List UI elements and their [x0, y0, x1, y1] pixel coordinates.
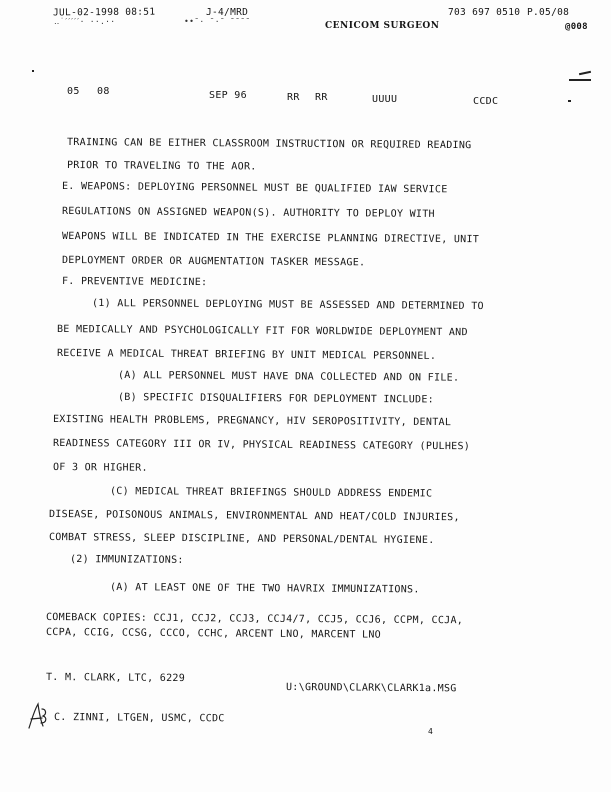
body-line: E. WEAPONS: DEPLOYING PERSONNEL MUST BE QUALIFIED IAW SERVICE — [61, 181, 448, 196]
msg-field-5: RR — [315, 92, 328, 103]
body-line: DEPLOYMENT ORDER OR AUGMENTATION TASKER MESSAGE. — [61, 255, 366, 269]
fax-date-time: JUL-02-1998 08:51 — [52, 6, 156, 19]
body-line: DISEASE, POISONOUS ANIMALS, ENVIRONMENTAL AND HEAT/COLD INJURIES, — [48, 509, 460, 524]
scan-speck — [568, 100, 571, 102]
body-line: F. PREVENTIVE MEDICINE: — [61, 276, 208, 289]
drafter-line: T. M. CLARK, LTC, 6229 — [45, 672, 186, 685]
body-line: OF 3 OR HIGHER. — [52, 462, 148, 474]
file-path: U:\GROUND\CLARK\CLARK1a.MSG — [285, 682, 457, 695]
body-line: WEAPONS WILL BE INDICATED IN THE EXERCISE PLANNING DIRECTIVE, UNIT — [61, 231, 480, 246]
body-line: (1) ALL PERSONNEL DEPLOYING MUST BE ASSESSED AND DETERMINED TO — [91, 298, 484, 313]
body-line: (C) MEDICAL THREAT BRIEFINGS SHOULD ADDRESS ENDEMIC — [109, 486, 433, 500]
fax-office: J-4/MRD — [206, 7, 249, 18]
comeback-copies-line: COMEBACK COPIES: CCJ1, CCJ2, CCJ3, CCJ4/7, CCJ5, CCJ6, CCPM, CCJA, — [45, 612, 464, 627]
body-line: (A) AT LEAST ONE OF THE TWO HAVRIX IMMUNIZATIONS. — [109, 582, 420, 596]
body-line: TRAINING CAN BE EITHER CLASSROOM INSTRUCTION OR REQUIRED READING — [66, 137, 472, 152]
body-line: EXISTING HEALTH PROBLEMS, PREGNANCY, HIV SEROPOSITIVITY, DENTAL — [52, 414, 452, 429]
msg-field-2: 08 — [97, 86, 110, 97]
msg-field-3: SEP 96 — [209, 90, 247, 101]
fax-garbled-mid: ••ˉ· ˉ·ˉ ˉˉˉˉ — [184, 17, 251, 26]
fax-page-tag: @008 — [565, 22, 588, 32]
body-line: (B) SPECIFIC DISQUALIFIERS FOR DEPLOYMENT INCLUDE: — [117, 392, 435, 406]
body-line: RECEIVE A MEDICAL THREAT BRIEFING BY UNIT MEDICAL PERSONNEL. — [56, 348, 437, 362]
msg-field-6: UUUU — [372, 94, 398, 105]
fax-phone: 703 697 0510 — [448, 7, 521, 18]
page-mark: 4 — [428, 727, 434, 736]
fax-sender-line: CENICOM SURGEON — [325, 21, 440, 31]
body-line: REGULATIONS ON ASSIGNED WEAPON(S). AUTHORITY TO DEPLOY WITH — [61, 206, 435, 220]
body-line: (A) ALL PERSONNEL MUST HAVE DNA COLLECTED AND ON FILE. — [117, 370, 460, 384]
msg-field-4: RR — [287, 92, 300, 103]
scan-dash — [569, 79, 591, 81]
comeback-copies-line: CCPA, CCIG, CCSG, CCCO, CCHC, ARCENT LNO, MARCENT LNO — [45, 627, 382, 641]
msg-field-7: CCDC — [473, 96, 499, 107]
body-line: BE MEDICALLY AND PSYCHOLOGICALLY FIT FOR WORLDWIDE DEPLOYMENT AND — [56, 324, 468, 339]
handwritten-initials — [27, 701, 49, 731]
msg-field-1: 05 — [67, 86, 80, 97]
fax-page-number: P.05/08 — [527, 7, 570, 18]
body-line: PRIOR TO TRAVELING TO THE AOR. — [66, 160, 257, 173]
body-line: READINESS CATEGORY III OR IV, PHYSICAL READINESS CATEGORY (PULHES) — [52, 438, 471, 453]
body-line: COMBAT STRESS, SLEEP DISCIPLINE, AND PERSONAL/DENTAL HYGIENE. — [48, 532, 435, 547]
scan-speck — [32, 70, 34, 72]
fax-garbled-left: ‥˙ˊˊˊˊˊ· ··.·· — [54, 17, 116, 26]
scan-dash — [579, 71, 591, 75]
body-line: (2) IMMUNIZATIONS: — [69, 554, 184, 566]
releaser-line: C. ZINNI, LTGEN, USMC, CCDC — [53, 712, 225, 725]
